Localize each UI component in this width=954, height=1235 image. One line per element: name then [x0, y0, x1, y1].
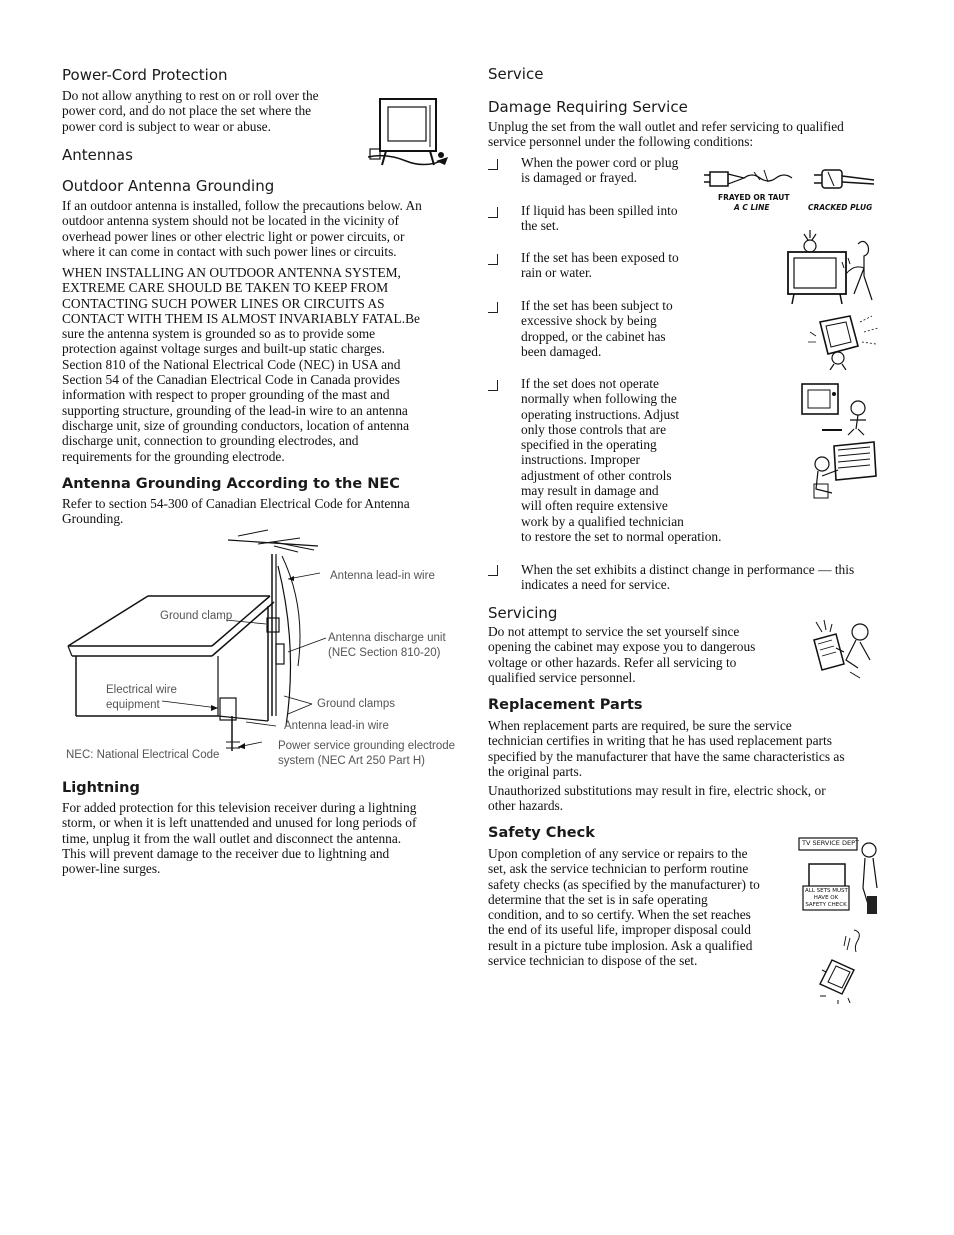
safety-text: Upon completion of any service or repairs to the set, ask the service technician to perform routine safety checks (as specified by the manufacturer) to determine that the set is in safe operating condition, and to so certify. When the set reaches the end of its useful life, improper disposal could result in a picture tube implosion. Ask a qualified service technician to dispose of the set.	[488, 846, 760, 969]
outdoor-warning-text: WHEN INSTALLING AN OUTDOOR ANTENNA SYSTEM, EXTREME CARE SHOULD BE TAKEN TO KEEP FROM CONTACTING SUCH POWER LINES OR CIRCUITS AS CONTACT WITH THEM IS ALMOST INVARIABLY FATAL.Be sure the antenna system is grounded so as to provide some protection against voltage surges and built-up static charges. Section 810 of the National Electrical Code (NEC) in USA and Section 54 of the Canadian Electrical Code in Canada provides information with respect to proper grounding of the mast and supporting structure, grounding of the lead-in wire to an antenna discharge unit, size of grounding conductors, location of antenna discharge unit, connection to grounding electrodes, and requirements for the grounding electrode.	[62, 265, 420, 464]
replacement-heading: Replacement Parts	[488, 697, 643, 713]
label-antenna-lead-in-wire-2: Antenna lead-in wire	[284, 720, 389, 732]
damaged-plug-illustration	[704, 160, 876, 214]
servicing-illustration	[808, 618, 878, 680]
servicing-text: Do not attempt to service the set yourself since opening the cabinet may expose you to dangerous voltage or other hazards. Refer all servicing to qualified service personnel.	[488, 624, 756, 685]
label-ground-clamp: Ground clamp	[160, 610, 233, 622]
damage-heading: Damage Requiring Service	[488, 98, 688, 116]
damage-item-shock: If the set has been subject to excessive shock by being dropped, or the cabinet has been damaged.	[521, 298, 673, 359]
damage-item-performance: When the set exhibits a distinct change in performance — this indicates a need for service.	[521, 562, 855, 593]
tv-service-sign: TV SERVICE DEPT	[802, 839, 859, 847]
power-cord-text: Do not allow anything to rest on or roll over the power cord, and do not place the set where the power cord is subject to wear or abuse.	[62, 88, 319, 134]
replacement-warning: Unauthorized substitutions may result in fire, electric shock, or other hazards.	[488, 783, 826, 814]
label-ground-clamps: Ground clamps	[317, 698, 395, 710]
damage-item-rain: If the set has been exposed to rain or water.	[521, 250, 679, 281]
safety-heading: Safety Check	[488, 825, 595, 841]
replacement-text: When replacement parts are required, be sure the service technician certifies in writing that he has used replacement parts specified by the manufacturer that have the same characteristics as the original parts.	[488, 718, 845, 779]
lightning-text: For added protection for this television receiver during a lightning storm, or when it is left unattended and unused for long periods of time, unplug it from the wall outlet and disconnect the antenna. This will prevent damage to the receiver due to lightning and power-line surges.	[62, 800, 417, 877]
outdoor-antenna-heading: Outdoor Antenna Grounding	[62, 177, 275, 195]
checkbox-icon	[488, 565, 498, 576]
nec-heading: Antenna Grounding According to the NEC	[62, 476, 400, 492]
damage-intro: Unplug the set from the wall outlet and refer servicing to qualified service personnel under the following conditions:	[488, 119, 844, 150]
plug-label-acline: A C LINE	[734, 203, 770, 212]
damage-item-liquid: If liquid has been spilled into the set.	[521, 203, 678, 234]
servicing-heading: Servicing	[488, 604, 558, 622]
technician-tv-illustration	[808, 440, 880, 502]
checkbox-icon	[488, 159, 498, 170]
safety-check-card: ALL SETS MUST HAVE OK SAFETY CHECK	[805, 888, 848, 908]
label-discharge-unit: Antenna discharge unit (NEC Section 810-20)	[328, 632, 446, 659]
tv-disposal-illustration	[818, 926, 868, 1004]
label-antenna-lead-in-wire: Antenna lead-in wire	[330, 570, 435, 582]
tv-shock-illustration	[800, 312, 882, 370]
checkbox-icon	[488, 207, 498, 218]
antenna-grounding-diagram	[62, 526, 456, 771]
power-cord-heading: Power-Cord Protection	[62, 66, 228, 84]
checkbox-icon	[488, 380, 498, 391]
outdoor-antenna-text: If an outdoor antenna is installed, follow the precautions below. An outdoor antenna system should not be located in the vicinity of overhead power lines or other electric light or power circuits, or where it can come in contact with such power lines or circuits.	[62, 198, 422, 259]
service-heading: Service	[488, 65, 544, 83]
tv-not-operating-illustration	[800, 380, 880, 436]
plug-label-cracked: CRACKED PLUG	[808, 203, 873, 212]
safety-check-illustration	[797, 836, 879, 916]
damage-item-power-cord: When the power cord or plug is damaged or frayed.	[521, 155, 679, 186]
label-electrical-wire: Electrical wire equipment	[106, 684, 177, 711]
damage-item-operate: If the set does not operate normally when following the operating instructions. Adjust only those controls that are specified in the operating instructions. Improper adjustment of other controls may result in damage and will often require extensive work by a qualified technician to restore the set to normal operation.	[521, 376, 722, 544]
tv-water-illustration	[784, 228, 880, 304]
antennas-heading: Antennas	[62, 146, 133, 164]
nec-text: Refer to section 54-300 of Canadian Electrical Code for Antenna Grounding.	[62, 496, 410, 527]
checkbox-icon	[488, 254, 498, 265]
tv-on-cord-illustration	[366, 95, 452, 170]
label-grounding-electrode: Power service grounding electrode system (NEC Art 250 Part H)	[278, 740, 456, 767]
label-nec-definition: NEC: National Electrical Code	[66, 749, 220, 761]
checkbox-icon	[488, 302, 498, 313]
plug-label-frayed: FRAYED OR TAUT	[718, 193, 790, 202]
lightning-heading: Lightning	[62, 780, 140, 796]
